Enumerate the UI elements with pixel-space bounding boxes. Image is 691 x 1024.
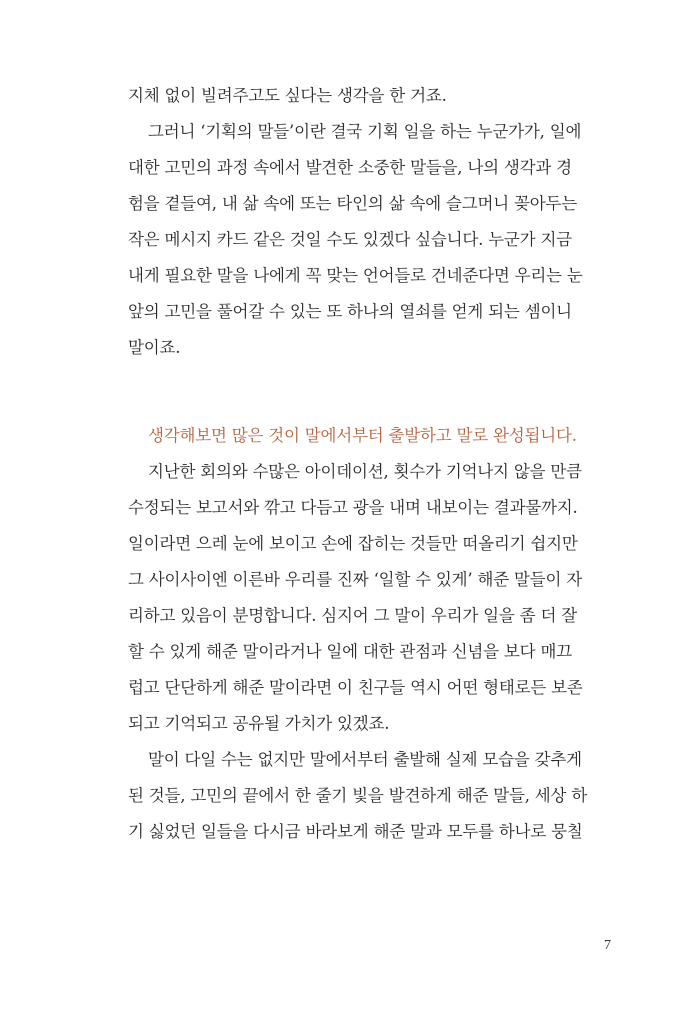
paragraph2-line: 내게 필요한 말을 나에게 꼭 맞는 언어들로 건네준다면 우리는 눈 <box>128 266 583 285</box>
paragraph1-line: 지체 없이 빌려주고도 싶다는 생각을 한 거죠. <box>128 86 447 105</box>
paragraph3-line: 수정되는 보고서와 깎고 다듬고 광을 내며 내보이는 결과물까지. <box>128 498 578 517</box>
paragraph3-line: 리하고 있음이 분명합니다. 심지어 그 말이 우리가 일을 좀 더 잘 <box>128 606 577 625</box>
paragraph2-line: 그러니 ‘기획의 말들’이란 결국 기획 일을 하는 누군가가, 일에 <box>148 122 582 141</box>
paragraph3-line: 일이라면 으레 눈에 보이고 손에 잡히는 것들만 떠올리기 쉽지만 <box>128 534 578 553</box>
paragraph2-line: 말이죠. <box>128 338 181 357</box>
paragraph3-line: 그 사이사이엔 이른바 우리를 진짜 ‘일할 수 있게’ 해준 말들이 자 <box>128 570 583 589</box>
paragraph4-line: 말이 다일 수는 없지만 말에서부터 출발해 실제 모습을 갖추게 <box>148 750 582 769</box>
page-number: 7 <box>604 938 611 953</box>
paragraph2-line: 작은 메시지 카드 같은 것일 수도 있겠다 싶습니다. 누군가 지금 <box>128 230 572 249</box>
section-heading: 생각해보면 많은 것이 말에서부터 출발하고 말로 완성됩니다. <box>148 426 577 445</box>
paragraph3-line: 되고 기억되고 공유될 가치가 있겠죠. <box>128 714 390 733</box>
paragraph4-line: 된 것들, 고민의 끝에서 한 줄기 빛을 발견하게 해준 말들, 세상 하 <box>128 786 588 805</box>
paragraph2-line: 험을 곁들여, 내 삶 속에 또는 타인의 삶 속에 슬그머니 꽂아두는 <box>128 194 577 213</box>
paragraph2-line: 앞의 고민을 풀어갈 수 있는 또 하나의 열쇠를 얻게 되는 셈이니 <box>128 302 572 321</box>
paragraph4-line: 기 싫었던 일들을 다시금 바라보게 해준 말과 모두를 하나로 뭉칠 <box>128 822 583 841</box>
paragraph3-line: 지난한 회의와 수많은 아이데이션, 횟수가 기억나지 않을 만큼 <box>148 462 582 481</box>
paragraph3-line: 럽고 단단하게 해준 말이라면 이 친구들 역시 어떤 형태로든 보존 <box>128 678 583 697</box>
paragraph3-line: 할 수 있게 해준 말이라거나 일에 대한 관점과 신념을 보다 매끄 <box>128 642 572 661</box>
paragraph2-line: 대한 고민의 과정 속에서 발견한 소중한 말들을, 나의 생각과 경 <box>128 158 572 177</box>
